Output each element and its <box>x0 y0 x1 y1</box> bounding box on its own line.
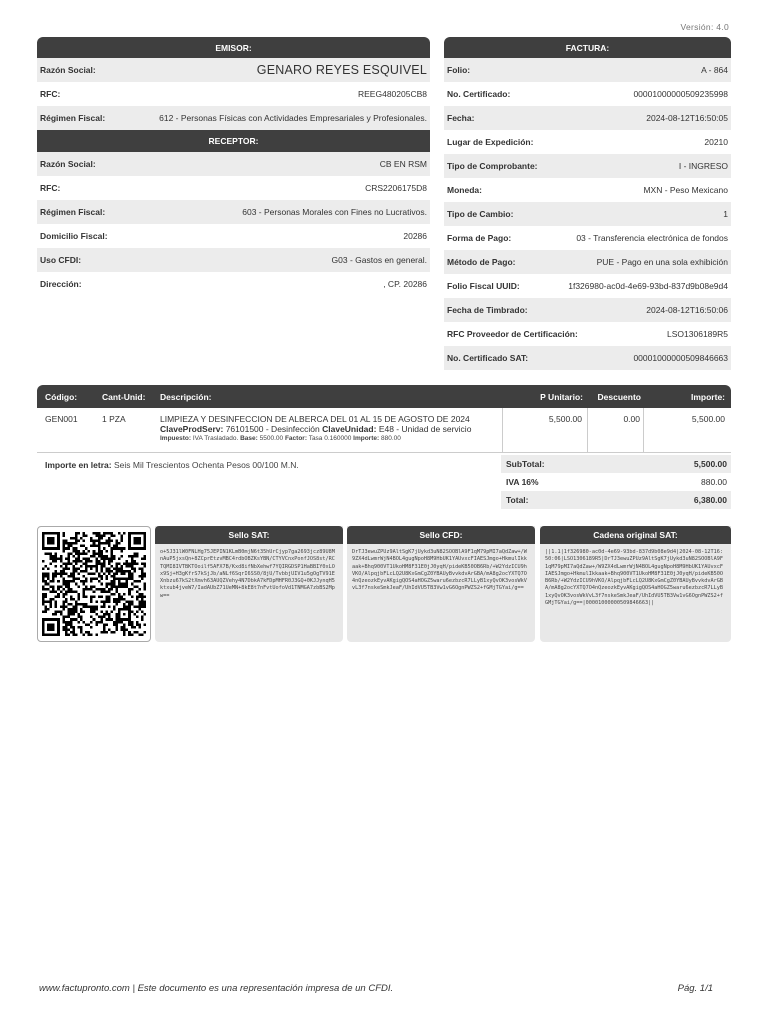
importe-letra-value: Seis Mil Trescientos Ochenta Pesos 00/100 M.N. <box>113 460 299 470</box>
row-value: , CP. 20286 <box>383 279 427 289</box>
emisor-row-regimen <box>37 106 430 130</box>
row-value: 20286 <box>403 231 427 241</box>
row-label: Dirección: <box>40 279 82 289</box>
desc-claves <box>160 424 502 434</box>
row-label: Régimen Fiscal: <box>40 113 106 123</box>
footer-text: www.factupronto.com | Este documento es una representación impresa de un CFDI. <box>39 983 394 994</box>
emisor-receptor-panel <box>37 37 430 296</box>
row-label: Lugar de Expedición: <box>447 137 534 147</box>
row-value: REEG480205CB8 <box>358 89 427 99</box>
col-header-cant: Cant-Unid: <box>102 391 146 402</box>
row-value: LSO1306189R5 <box>667 329 728 339</box>
col-header-descuento: Descuento <box>597 391 641 402</box>
factura-row <box>444 130 731 154</box>
row-value: PUE - Pago en una sola exhibición <box>596 257 728 267</box>
row-label: Tipo de Comprobante: <box>447 161 538 171</box>
row-value: 00001000000509235998 <box>633 89 728 99</box>
row-value: MXN - Peso Mexicano <box>643 185 728 195</box>
row-label: Uso CFDI: <box>40 255 82 265</box>
sello-sat-text: o+5J31lW0FNLHg75JEPIN1KLmB0mjN6t35hUrCjyp7ga2693jcz89U8MnAuP5jxsQn+8ZCprEtzvMBC4rdbOBZKsYBN/CTYVCnxPonfJOS8st/RCTQMI8IVTBKTOoilf5AFX7B/Kxd8ifNbXehwf7YQIRGDSP1HaBBIY0xLOx9Sj+H3gKfrS7kSjJb/aNLf6SqrI6SS0/8jU/TvbbjUIV1u5gOgTV91EXnbzu67kS2tXmvh63AUQZVehy4N7DbkA7kFDpMHFR0J3GQ+0KJJynqH5ktxub4jveW7/IadAUbZ71UeMN+8kE8t7nFvtUofoVd1TNMGA7zbBS2Mpw== <box>160 549 335 599</box>
factura-row <box>444 274 731 298</box>
cadena-original-header: Cadena original SAT: <box>540 526 731 544</box>
totals-value: 880.00 <box>701 477 727 487</box>
factor-label: Factor: <box>284 435 307 442</box>
sello-cfd-header: Sello CFD: <box>347 526 535 544</box>
cell-desc <box>153 408 503 452</box>
sellos-section <box>37 526 731 642</box>
totals-label: SubTotal: <box>506 459 545 469</box>
row-label: Folio Fiscal UUID: <box>447 281 520 291</box>
row-label: RFC: <box>40 89 61 99</box>
cadena-original-block <box>540 526 731 642</box>
items-table-header <box>37 385 731 408</box>
clave-unidad-value: E48 - Unidad de servicio <box>378 424 472 434</box>
totals-label: IVA 16% <box>506 477 539 487</box>
cell-cant: 1 PZA <box>102 414 126 424</box>
row-label: Fecha: <box>447 113 475 123</box>
factura-row <box>444 178 731 202</box>
totals-value: 5,500.00 <box>693 459 727 469</box>
desc-title: LIMPIEZA Y DESINFECCION DE ALBERCA DEL 01 AL 15 DE AGOSTO DE 2024 <box>160 414 470 424</box>
row-value: CB EN RSM <box>379 159 427 169</box>
row-value: 00001000000509846663 <box>633 353 728 363</box>
version-label: Versión: 4.0 <box>680 22 729 32</box>
row-label: Razón Social: <box>40 159 96 169</box>
col-header-pu: P Unitario: <box>540 391 583 402</box>
impuesto-label: Impuesto: <box>160 435 192 442</box>
factura-row <box>444 154 731 178</box>
row-value: 20210 <box>704 137 728 147</box>
row-label: No. Certificado SAT: <box>447 353 529 363</box>
factura-row <box>444 346 731 370</box>
sello-sat-header: Sello SAT: <box>155 526 343 544</box>
importe-letra <box>45 460 299 470</box>
base-value: 5500.00 <box>259 435 284 442</box>
row-label: Forma de Pago: <box>447 233 512 243</box>
row-label: Régimen Fiscal: <box>40 207 106 217</box>
row-value: G03 - Gastos en general. <box>331 255 427 265</box>
row-label: Tipo de Cambio: <box>447 209 514 219</box>
cadena-original-text: ||1.1|1f326980-ac0d-4e69-93bd-837d9b08e9d4|2024-08-12T16:50:06|LSO1306189R5|DrTJ3ewuZPUz9AltSgK7jUykd3uN82SOOBlA9F1qM79pMI7aQdZaw+/W9ZX4dLwmrWjN4BOL4gugNpoH8M9HbUK1YAUvxcFIAESJmgo+HkmulIkkaak+Bhq900VT1UkoHM8F31E0jJ0yqH/pideKB50OB6Rb/+W2YdzICU9hVKO/AlpqjbFLcLQ2U8KxGmCgZ0YBAUyBvvkdvArGBA/mA8g2ocYXTQ7O4nQzeozkEyvAKgigQOS4aHOGZ5waru6ezbzcR7LLyB1xyQvOK3vosWkVvL3f7nskeSmkJeaF/UhIdVU5TB3Vw1vG6OgnPWZS2+fGMjTGYai/g==|00001000000509846663|| <box>545 549 724 607</box>
table-row <box>37 408 731 453</box>
factura-panel <box>444 37 731 370</box>
row-label: Fecha de Timbrado: <box>447 305 528 315</box>
row-label: Método de Pago: <box>447 257 516 267</box>
row-value: CRS2206175D8 <box>365 183 427 193</box>
receptor-row-razon <box>37 152 430 176</box>
row-value: 603 - Personas Morales con Fines no Lucrativos. <box>242 207 427 217</box>
totals-label: Total: <box>506 495 529 505</box>
totals-row-subtotal <box>501 455 731 473</box>
row-value: 03 - Transferencia electrónica de fondos <box>576 233 728 243</box>
totals-value: 6,380.00 <box>693 495 727 505</box>
row-value: 1f326980-ac0d-4e69-93bd-837d9b08e9d4 <box>568 281 728 291</box>
base-label: Base: <box>240 435 258 442</box>
factura-row <box>444 322 731 346</box>
desc-impuesto <box>160 434 502 443</box>
row-label: Moneda: <box>447 185 482 195</box>
importe-label: Importe: <box>353 435 380 442</box>
receptor-row-rfc <box>37 176 430 200</box>
col-header-codigo: Código: <box>45 391 78 402</box>
cell-descuento: 0.00 <box>588 408 644 452</box>
row-label: Razón Social: <box>40 65 96 75</box>
sello-sat-block <box>155 526 343 642</box>
clave-prod-value: 76101500 - Desinfección <box>225 424 320 434</box>
factura-row <box>444 298 731 322</box>
factor-value: Tasa 0.160000 <box>308 435 352 442</box>
cell-importe: 5,500.00 <box>691 414 725 424</box>
emisor-header: EMISOR: <box>37 37 430 58</box>
receptor-header: RECEPTOR: <box>37 130 430 152</box>
row-label: RFC Proveedor de Certificación: <box>447 329 578 339</box>
qr-code-icon <box>42 531 146 637</box>
factura-row <box>444 82 731 106</box>
row-value: I - INGRESO <box>678 161 728 171</box>
receptor-row-direccion <box>37 272 430 296</box>
col-header-desc: Descripción: <box>160 391 212 402</box>
receptor-row-uso-cfdi <box>37 248 430 272</box>
factura-row <box>444 202 731 226</box>
row-value: 612 - Personas Físicas con Actividades Empresariales y Profesionales. <box>159 113 427 123</box>
totals-panel <box>501 455 731 509</box>
receptor-row-regimen <box>37 200 430 224</box>
factura-row <box>444 250 731 274</box>
items-table <box>37 385 731 453</box>
factura-row <box>444 226 731 250</box>
totals-row-total <box>501 491 731 509</box>
emisor-row-rfc <box>37 82 430 106</box>
impuesto-value: IVA Trasladado. <box>192 435 239 442</box>
cell-codigo: GEN001 <box>45 414 78 424</box>
factura-header: FACTURA: <box>444 37 731 58</box>
sello-cfd-text: DrTJ3ewuZPUz9AltSgK7jUykd3uN82SOOBlA9F1qM79pMI7aQdZaw+/W9ZX4dLwmrWjN4BOL4gugNpoH8M9HbUK1YAUvxcFIAESJmgo+HkmulIkkaak+Bhq900VT1UkoHM8F31E0jJ0yqH/pideKB50OB6Rb/+W2YdzICU9hVKO/AlpqjbFLcLQ2U8KxGmCgZ0YBAUyBvvkdvArGBA/mA8g2ocYXTQ7O4nQzeozkEyvAKgigQOS4aHOGZ5waru6ezbzcR7LLyB1xyQvOK3vosWkVvL3f7nskeSmkJeaF/UhIdVU5TB3Vw1vG6OgnPWZS2+fGMjTGYai/g== <box>352 549 527 592</box>
row-value: 2024-08-12T16:50:06 <box>646 305 728 315</box>
factura-row <box>444 106 731 130</box>
importe-letra-label: Importe en letra: <box>45 460 112 470</box>
factura-row <box>444 58 731 82</box>
row-label: No. Certificado: <box>447 89 511 99</box>
clave-prod-label: ClaveProdServ: <box>160 424 224 434</box>
importe-value: 880.00 <box>380 435 401 442</box>
row-label: Domicilio Fiscal: <box>40 231 108 241</box>
clave-unidad-label: ClaveUnidad: <box>322 424 377 434</box>
sello-cfd-block <box>347 526 535 642</box>
page-number: Pág. 1/1 <box>677 983 713 994</box>
qr-code <box>37 526 151 642</box>
cell-pu: 5,500.00 <box>503 408 588 452</box>
row-label: RFC: <box>40 183 61 193</box>
row-value: 2024-08-12T16:50:05 <box>646 113 728 123</box>
totals-row-iva <box>501 473 731 491</box>
row-value: 1 <box>723 209 728 219</box>
emisor-row-razon <box>37 58 430 82</box>
row-label: Folio: <box>447 65 471 75</box>
row-value: A - 864 <box>701 65 728 75</box>
row-value: GENARO REYES ESQUIVEL <box>256 63 427 77</box>
col-header-importe: Importe: <box>691 391 725 402</box>
receptor-row-domicilio <box>37 224 430 248</box>
